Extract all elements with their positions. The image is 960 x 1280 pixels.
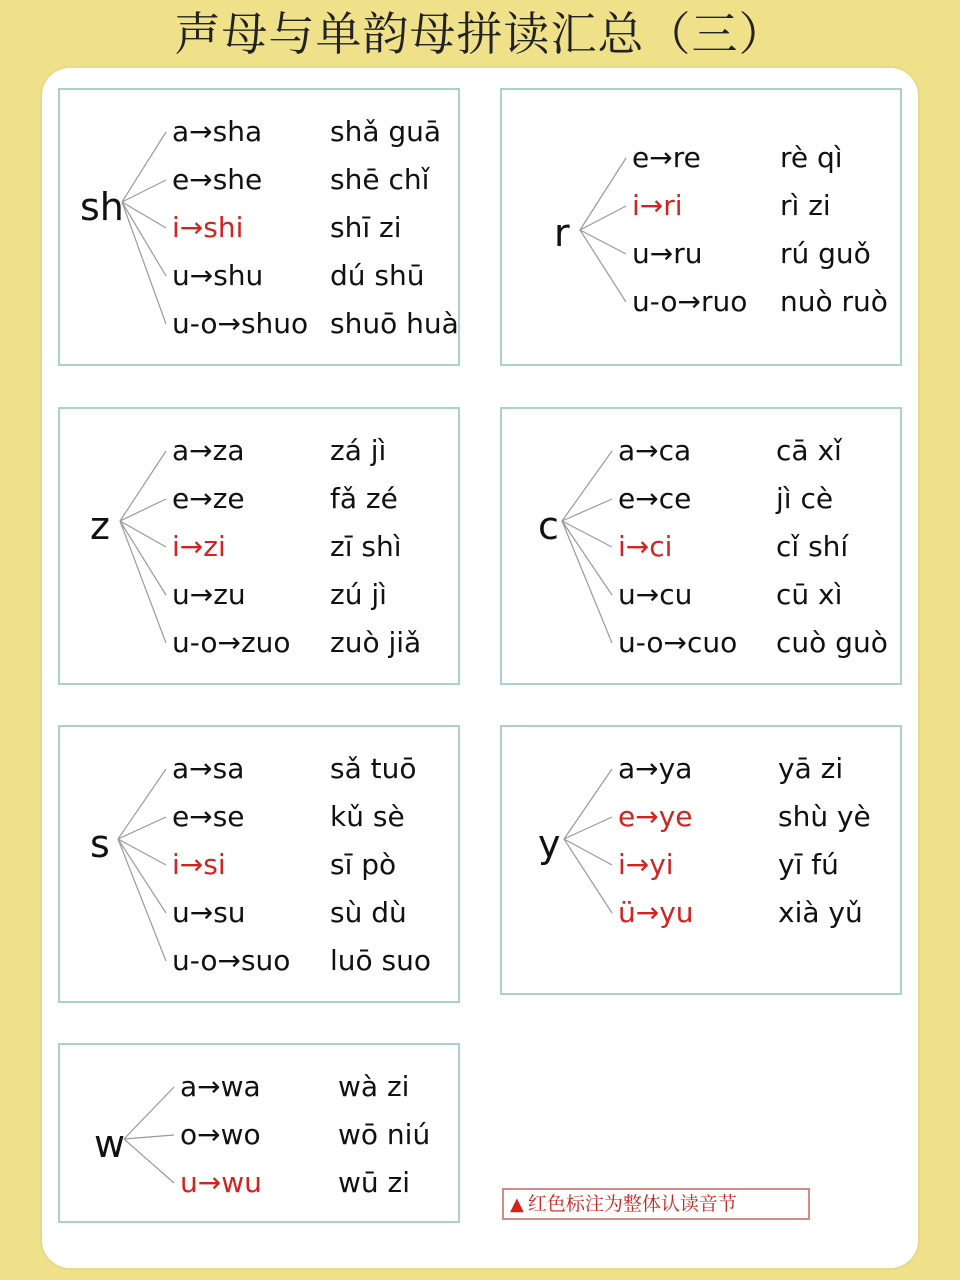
consonant-label: r [554, 211, 570, 255]
example-word: zá jì [330, 434, 387, 467]
example-word: kǔ sè [330, 800, 405, 833]
syllable-combo: a→ya [618, 752, 693, 785]
consonant-label: s [90, 822, 110, 866]
group-y [500, 725, 902, 995]
branch-line [118, 839, 166, 913]
syllable-combo: i→ci [618, 530, 673, 563]
syllable-combo: e→she [172, 163, 263, 196]
branch-line [562, 521, 612, 547]
branch-line [120, 521, 166, 547]
syllable-combo: i→shi [172, 211, 244, 244]
branch-line [580, 230, 626, 302]
group-r [500, 88, 902, 366]
syllable-combo: a→sha [172, 115, 263, 148]
branch-line [120, 521, 166, 643]
branch-line [564, 839, 612, 913]
branch-line [580, 206, 626, 230]
example-word: nuò ruò [780, 285, 888, 318]
group-w [58, 1043, 460, 1223]
example-word: wū zi [338, 1166, 411, 1199]
syllable-combo: u→zu [172, 578, 246, 611]
syllable-combo: u→wu [180, 1166, 262, 1199]
example-word: sù dù [330, 896, 407, 929]
branch-line [562, 521, 612, 595]
group-sh [58, 88, 460, 366]
note-text: 红色标注为整体认读音节 [527, 1193, 737, 1215]
example-word: rì zi [780, 189, 831, 222]
branch-line [118, 839, 166, 865]
example-word: zī shì [330, 530, 402, 563]
example-word: dú shū [330, 259, 425, 292]
syllable-combo: o→wo [180, 1118, 261, 1151]
syllable-combo: a→wa [180, 1070, 261, 1103]
syllable-combo: u-o→zuo [172, 626, 291, 659]
syllable-combo: u→cu [618, 578, 693, 611]
group-z [58, 407, 460, 685]
example-word: wà zi [338, 1070, 410, 1103]
syllable-combo: u→su [172, 896, 246, 929]
page-title: 声母与单韵母拼读汇总（三） [174, 7, 786, 61]
branch-line [122, 202, 166, 276]
syllable-combo: u-o→cuo [618, 626, 738, 659]
example-word: wō niú [338, 1118, 431, 1151]
consonant-label: y [538, 822, 561, 866]
branch-line [122, 202, 166, 228]
example-word: shǎ guā [330, 115, 442, 148]
example-word: sī pò [330, 848, 397, 881]
consonant-label: c [538, 504, 559, 548]
syllable-combo: i→si [172, 848, 226, 881]
example-word: yā zi [778, 752, 844, 785]
syllable-combo: e→ze [172, 482, 245, 515]
example-word: cā xǐ [776, 434, 842, 467]
branch-line [562, 521, 612, 643]
branch-line [580, 230, 626, 254]
example-word: yī fú [778, 848, 839, 881]
syllable-combo: e→ye [618, 800, 693, 833]
example-word: rú guǒ [780, 237, 871, 270]
example-word: shù yè [778, 800, 871, 833]
group-s [58, 725, 460, 1003]
example-word: cū xì [776, 578, 843, 611]
example-word: zuò jiǎ [330, 626, 422, 659]
example-word: cǐ shí [776, 530, 849, 563]
syllable-combo: e→se [172, 800, 245, 833]
example-word: xià yǔ [778, 896, 863, 929]
example-word: rè qì [780, 141, 843, 174]
syllable-combo: u-o→shuo [172, 307, 309, 340]
syllable-combo: e→re [632, 141, 701, 174]
syllable-combo: a→ca [618, 434, 692, 467]
example-word: jì cè [776, 482, 834, 515]
syllable-combo: u-o→suo [172, 944, 291, 977]
consonant-label: w [94, 1122, 126, 1166]
example-word: luō suo [330, 944, 432, 977]
syllable-combo: u→ru [632, 237, 703, 270]
consonant-label: z [90, 504, 110, 548]
consonant-label: sh [80, 185, 124, 229]
example-word: sǎ tuō [330, 752, 417, 785]
syllable-combo: ü→yu [618, 896, 694, 929]
branch-line [564, 839, 612, 865]
branch-lines [502, 727, 904, 997]
branch-line [122, 202, 166, 324]
branch-line [580, 158, 626, 230]
group-c [500, 407, 902, 685]
example-word: shī zi [330, 211, 402, 244]
warning-triangle-icon: ▲ [510, 1194, 524, 1215]
example-word: shuō huà [330, 307, 459, 340]
example-word: shē chǐ [330, 163, 430, 196]
syllable-combo: a→za [172, 434, 245, 467]
syllable-combo: i→yi [618, 848, 674, 881]
branch-line [124, 1087, 174, 1139]
syllable-combo: e→ce [618, 482, 692, 515]
syllable-combo: i→ri [632, 189, 683, 222]
legend-note [502, 1188, 810, 1220]
branch-line [124, 1135, 174, 1139]
example-word: cuò guò [776, 626, 888, 659]
branch-line [124, 1139, 174, 1183]
syllable-combo: u-o→ruo [632, 285, 748, 318]
syllable-combo: u→shu [172, 259, 264, 292]
syllable-combo: i→zi [172, 530, 226, 563]
branch-line [118, 839, 166, 961]
example-word: fǎ zé [330, 482, 398, 515]
example-word: zú jì [330, 578, 387, 611]
branch-line [120, 521, 166, 595]
syllable-combo: a→sa [172, 752, 245, 785]
